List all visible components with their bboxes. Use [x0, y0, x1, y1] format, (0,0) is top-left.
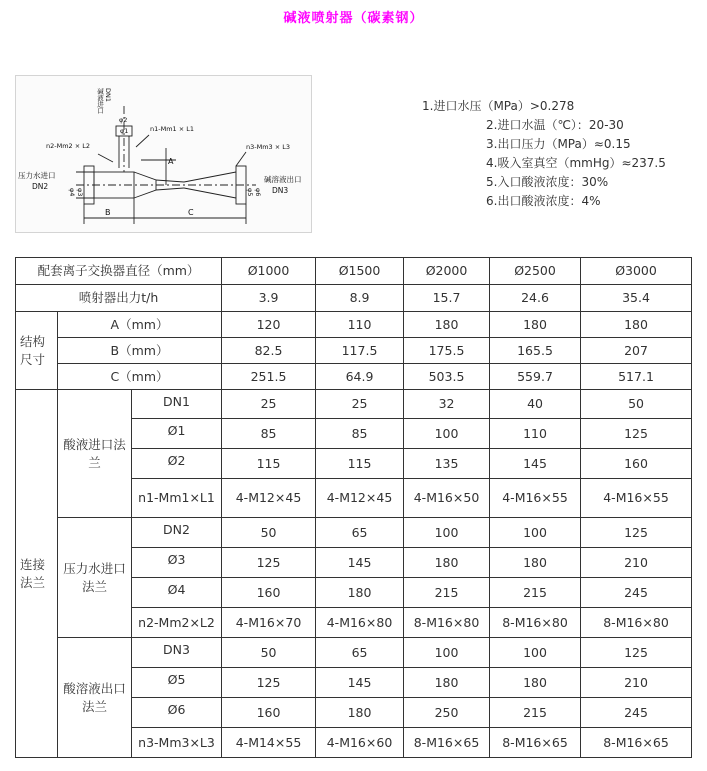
table-cell: 503.5 [404, 364, 490, 390]
table-cell: 125 [581, 518, 692, 548]
ejector-diagram [16, 76, 311, 232]
table-cell: 100 [404, 518, 490, 548]
row-label: Ø6 [132, 698, 222, 728]
flange-name: 压力水进口法兰 [58, 518, 132, 638]
table-cell: 35.4 [581, 285, 692, 312]
table-cell: 25 [316, 390, 404, 419]
table-cell: 65 [316, 518, 404, 548]
table-cell: 210 [581, 668, 692, 698]
table-row [16, 390, 692, 419]
table-cell: 160 [222, 578, 316, 608]
table-cell: 245 [581, 698, 692, 728]
table-cell: 125 [222, 668, 316, 698]
param-line: 5.入口酸液浓度：30% [486, 175, 609, 189]
row-label: B（mm） [58, 338, 222, 364]
row-label: n3-Mm3×L3 [132, 728, 222, 758]
table-cell: 145 [316, 668, 404, 698]
row-label: DN3 [132, 638, 222, 668]
dim-b-label: B [105, 208, 111, 217]
dim-c-label: C [188, 208, 194, 217]
operating-parameters [422, 97, 702, 211]
alkali-inlet-label: 碱液进口 [96, 88, 104, 114]
table-cell: 8-M16×80 [490, 608, 581, 638]
n1-label: n1-Mm1 × L1 [150, 125, 195, 133]
phi6-label: φ6 [254, 188, 262, 197]
table-cell: 180 [404, 668, 490, 698]
table-cell: 180 [490, 548, 581, 578]
row-label: Ø4 [132, 578, 222, 608]
table-cell: Ø1000 [222, 258, 316, 285]
spec-table [15, 257, 692, 758]
table-cell: 145 [316, 548, 404, 578]
table-cell: 50 [222, 638, 316, 668]
pressure-inlet-label: 压力水进口 [18, 171, 56, 180]
table-cell: Ø2500 [490, 258, 581, 285]
table-cell: 15.7 [404, 285, 490, 312]
table-cell: 8-M16×65 [490, 728, 581, 758]
table-row [16, 258, 692, 285]
table-cell: 8-M16×65 [581, 728, 692, 758]
table-cell: 25 [222, 390, 316, 419]
table-cell: 40 [490, 390, 581, 419]
table-cell: 110 [316, 312, 404, 338]
table-cell: 24.6 [490, 285, 581, 312]
table-cell: 125 [581, 419, 692, 449]
table-cell: 180 [404, 312, 490, 338]
group-label-flanges: 连接法兰 [16, 390, 58, 758]
dn2-label: DN2 [32, 182, 49, 191]
page-title: 碱液喷射器（碳素钢） [283, 11, 424, 26]
table-cell: 180 [404, 548, 490, 578]
table-cell: 64.9 [316, 364, 404, 390]
table-cell: 4-M12×45 [222, 479, 316, 518]
row-label: C（mm） [58, 364, 222, 390]
param-line: 4.吸入室真空（mmHg）≈237.5 [486, 156, 666, 170]
table-cell: 180 [316, 698, 404, 728]
table-cell: 8-M16×80 [581, 608, 692, 638]
table-cell: 135 [404, 449, 490, 479]
table-cell: 4-M16×60 [316, 728, 404, 758]
table-cell: 4-M16×80 [316, 608, 404, 638]
table-cell: 165.5 [490, 338, 581, 364]
table-row [16, 638, 692, 668]
table-cell: Ø1500 [316, 258, 404, 285]
row-label: DN1 [132, 390, 222, 419]
ejector-drawing [15, 75, 312, 233]
table-cell: 4-M16×55 [490, 479, 581, 518]
table-cell: 82.5 [222, 338, 316, 364]
table-cell: 180 [581, 312, 692, 338]
table-cell: 4-M16×70 [222, 608, 316, 638]
table-cell: 115 [222, 449, 316, 479]
table-cell: 517.1 [581, 364, 692, 390]
table-cell: 125 [222, 548, 316, 578]
table-cell: 215 [404, 578, 490, 608]
dn3-label: DN3 [272, 186, 289, 195]
dn1-label: DN1 [104, 88, 112, 103]
table-cell: 160 [222, 698, 316, 728]
table-cell: 32 [404, 390, 490, 419]
table-cell: 8-M16×65 [404, 728, 490, 758]
n3-label: n3-Mm3 × L3 [246, 143, 291, 151]
group-label-structure: 结构尺寸 [16, 312, 58, 390]
param-line: 2.进口水温（℃）：20-30 [486, 118, 624, 132]
phi4-label: φ4 [68, 188, 76, 197]
flange-name: 酸液进口法兰 [58, 390, 132, 518]
table-cell: 65 [316, 638, 404, 668]
phi2-label: φ2 [119, 116, 128, 124]
table-cell: 120 [222, 312, 316, 338]
table-cell: 100 [404, 419, 490, 449]
table-cell: 180 [490, 312, 581, 338]
table-cell: 117.5 [316, 338, 404, 364]
table-cell: 3.9 [222, 285, 316, 312]
table-cell: 110 [490, 419, 581, 449]
param-line: 3.出口压力（MPa）≈0.15 [486, 137, 631, 151]
table-cell: 250 [404, 698, 490, 728]
table-row [16, 518, 692, 548]
table-row [16, 285, 692, 312]
param-line: 1.进口水压（MPa）>0.278 [422, 99, 575, 113]
table-cell: 251.5 [222, 364, 316, 390]
table-cell: 175.5 [404, 338, 490, 364]
table-header-label: 配套离子交换器直径（mm） [16, 258, 222, 285]
table-cell: 4-M16×55 [581, 479, 692, 518]
table-cell: 100 [490, 638, 581, 668]
table-cell: 50 [222, 518, 316, 548]
table-cell: Ø3000 [581, 258, 692, 285]
table-cell: 8.9 [316, 285, 404, 312]
phi3-label: φ3 [76, 188, 84, 197]
table-cell: 180 [316, 578, 404, 608]
table-cell: 8-M16×80 [404, 608, 490, 638]
table-cell: 85 [316, 419, 404, 449]
row-label: DN2 [132, 518, 222, 548]
table-row [16, 338, 692, 364]
table-cell: 210 [581, 548, 692, 578]
row-label: Ø3 [132, 548, 222, 578]
row-label: n2-Mm2×L2 [132, 608, 222, 638]
dim-a-label: A [168, 157, 174, 166]
table-cell: 215 [490, 698, 581, 728]
row-label: Ø2 [132, 449, 222, 479]
row-label: A（mm） [58, 312, 222, 338]
table-cell: 145 [490, 449, 581, 479]
table-cell: 4-M16×50 [404, 479, 490, 518]
outlet-label: 碱溶液出口 [264, 175, 302, 184]
phi1-label: φ1 [120, 127, 129, 135]
row-label: Ø5 [132, 668, 222, 698]
table-cell: 50 [581, 390, 692, 419]
flange-name: 酸溶液出口法兰 [58, 638, 132, 758]
table-cell: 559.7 [490, 364, 581, 390]
table-cell: Ø2000 [404, 258, 490, 285]
row-label: n1-Mm1×L1 [132, 479, 222, 518]
table-cell: 115 [316, 449, 404, 479]
table-cell: 100 [404, 638, 490, 668]
table-cell: 160 [581, 449, 692, 479]
phi5-label: φ5 [246, 188, 254, 197]
table-cell: 125 [581, 638, 692, 668]
param-line: 6.出口酸液浓度：4% [486, 194, 601, 208]
table-row [16, 312, 692, 338]
table-cell: 85 [222, 419, 316, 449]
table-cell: 180 [490, 668, 581, 698]
table-cell: 100 [490, 518, 581, 548]
table-cell: 245 [581, 578, 692, 608]
table-cell: 4-M12×45 [316, 479, 404, 518]
row-label: Ø1 [132, 419, 222, 449]
table-row [16, 364, 692, 390]
n2-label: n2-Mm2 × L2 [46, 142, 91, 150]
table-cell: 207 [581, 338, 692, 364]
table-cell: 4-M14×55 [222, 728, 316, 758]
table-cell: 215 [490, 578, 581, 608]
row-label: 喷射器出力t/h [16, 285, 222, 312]
